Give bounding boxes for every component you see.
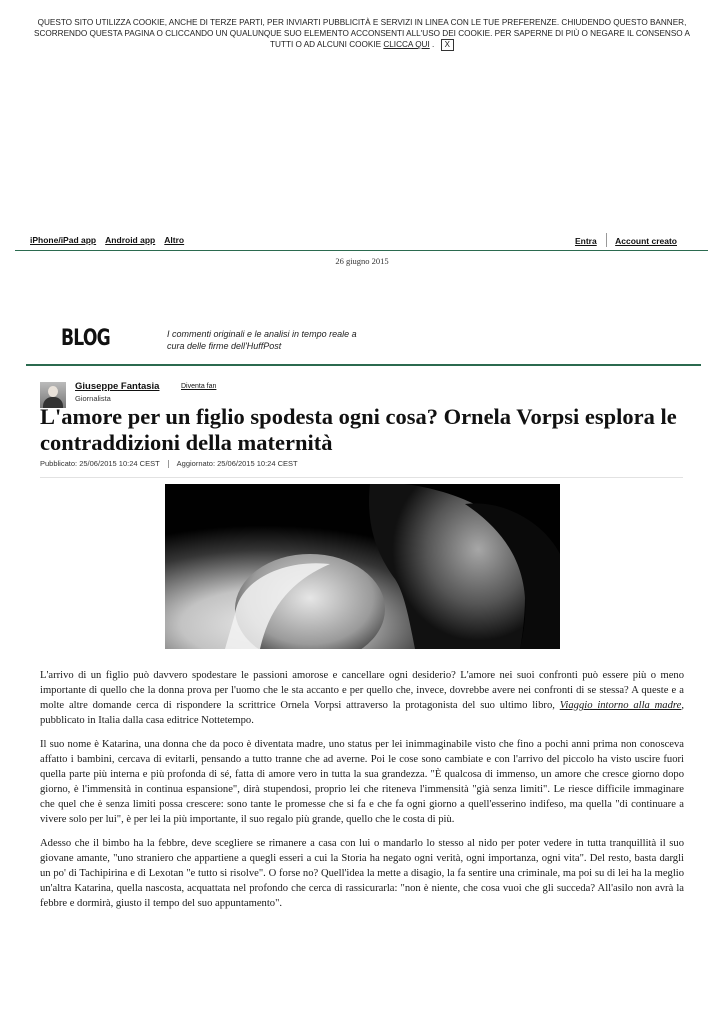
- published-date: Pubblicato: 25/06/2015 10:24 CEST: [40, 459, 160, 468]
- avatar-head: [48, 386, 58, 397]
- book-title-link[interactable]: Viaggio intorno alla madre: [559, 700, 682, 711]
- android-app-link[interactable]: Android app: [105, 235, 156, 245]
- paragraph-text: , pubblicato in Italia dalla casa editrice Nottetempo.: [40, 700, 684, 726]
- edition-date: 26 giugno 2015: [335, 256, 389, 266]
- account-links: [575, 235, 684, 249]
- nav-divider: [606, 233, 607, 247]
- article-body: [40, 668, 684, 920]
- blog-description: I commenti originali e le analisi in tempo reale a cura delle firme dell'HuffPost: [167, 329, 357, 351]
- blog-logo[interactable]: BLOG: [61, 326, 110, 351]
- author-role: Giornalista: [75, 394, 111, 403]
- article-paragraph: Il suo nome è Katarina, una donna che da poco è diventata madre, uno status per lei inimmaginabile visto che fino a pochi anni prima non conosceva affatto i bambini, cercava di evitarli, pensando a tutto tranne che ad averne. Poi le cose sono cambiate e con l'arrivo del piccolo ha visto uscire fuori quella parte più interna e più profonda di sé, fatta di amore vero in tutta la sua grandezza. "È qualcosa di immenso, un amore che cresce giorno dopo giorno, è l'immensità in continua espansione", dirà stupendosi, proprio lei che riteneva l'immensità "già senza limiti". Le riesce difficile immaginare che quel che è senza limiti possa crescere: sono tante le promesse che si fa e che fa ogni giorno a quell'esserino indifeso, ma quella "di continuare a vivere solo per lui", è per lei la più importante, il suo regalo più grande, quello che le costa di più.: [40, 739, 684, 825]
- article-paragraph: [40, 668, 684, 728]
- cookie-banner: [22, 17, 702, 51]
- iphone-app-link[interactable]: iPhone/iPad app: [30, 235, 97, 245]
- cookie-close-button[interactable]: X: [441, 39, 454, 51]
- top-navigation: [15, 230, 708, 251]
- become-fan-link[interactable]: Diventa fan: [181, 383, 217, 390]
- account-link[interactable]: Account creato: [615, 236, 677, 247]
- article-paragraph: Adesso che il bimbo ha la febbre, deve scegliere se rimanere a casa con lui o mandarlo lo stesso al nido per poter vedere in tutta tranquillità il suo giovane amante, "uno straniero che appartiene a quegli esseri a cui la Storia ha negato ogni verità, ogni importanza, ogni vita". Del resto, basta dargli un po' di Tachipirina e di Lexotan "e tutto si risolve". O forse no? Quell'idea la mette a disagio, la fa sentire una criminale, ma poi su di lei ha la meglio un'altra Katarina, quella nascosta, acquattata nel profondo che cerca di rassicurarla: "non è niente, che cosa vuoi che gli succeda? All'asilo non avrà la febbre e dormirà, giusto il tempo del suo appuntamento".: [40, 838, 684, 909]
- mother-and-baby-photo: [165, 484, 560, 649]
- article-photo: [165, 484, 560, 649]
- updated-date: Aggiornato: 25/06/2015 10:24 CEST: [176, 459, 298, 468]
- paragraph-text: L'arrivo di un figlio può davvero spodestare le passioni amorose e cancellare ogni desiderio? L'amore nei suoi confronti può essere più o meno importante di quello che la donna prova per l'uomo che le sta accanto e per quello che, invece, dovrebbe avere nei confronti di se stessa? A queste e a molte altre domande cerca di rispondere la scrittrice Ornela Vorpsi attraverso la protagonista del suo ultimo libro,: [40, 670, 684, 711]
- more-link[interactable]: Altro: [164, 235, 185, 245]
- cookie-text: QUESTO SITO UTILIZZA COOKIE, ANCHE DI TERZE PARTI, PER INVIARTI PUBBLICITÀ E SERVIZI IN LINEA CON LE TUE PREFERENZE. CHIUDENDO QUESTO BANNER, SCORRENDO QUESTA PAGINA O CLICCANDO UN QUALUNQUE SUO ELEMENTO ACCONSENTI ALL'USO DEI COOKIE. PER SAPERNE DI PIÙ O NEGARE IL CONSENSO A TUTTI O AD ALCUNI COOKIE: [34, 18, 690, 49]
- article-title: L'amore per un figlio spodesta ogni cosa? Ornela Vorpsi esplora le contraddizioni della maternità: [40, 404, 677, 455]
- meta-divider: [168, 460, 169, 468]
- app-links: [30, 235, 191, 245]
- cookie-period: .: [432, 40, 435, 49]
- cookie-more-link[interactable]: CLICCA QUI: [383, 40, 430, 49]
- author-name-link[interactable]: Giuseppe Fantasia: [75, 381, 160, 392]
- article-meta: [40, 459, 298, 468]
- section-divider: [26, 364, 701, 366]
- meta-divider-line: [40, 477, 683, 478]
- login-link[interactable]: Entra: [574, 236, 597, 247]
